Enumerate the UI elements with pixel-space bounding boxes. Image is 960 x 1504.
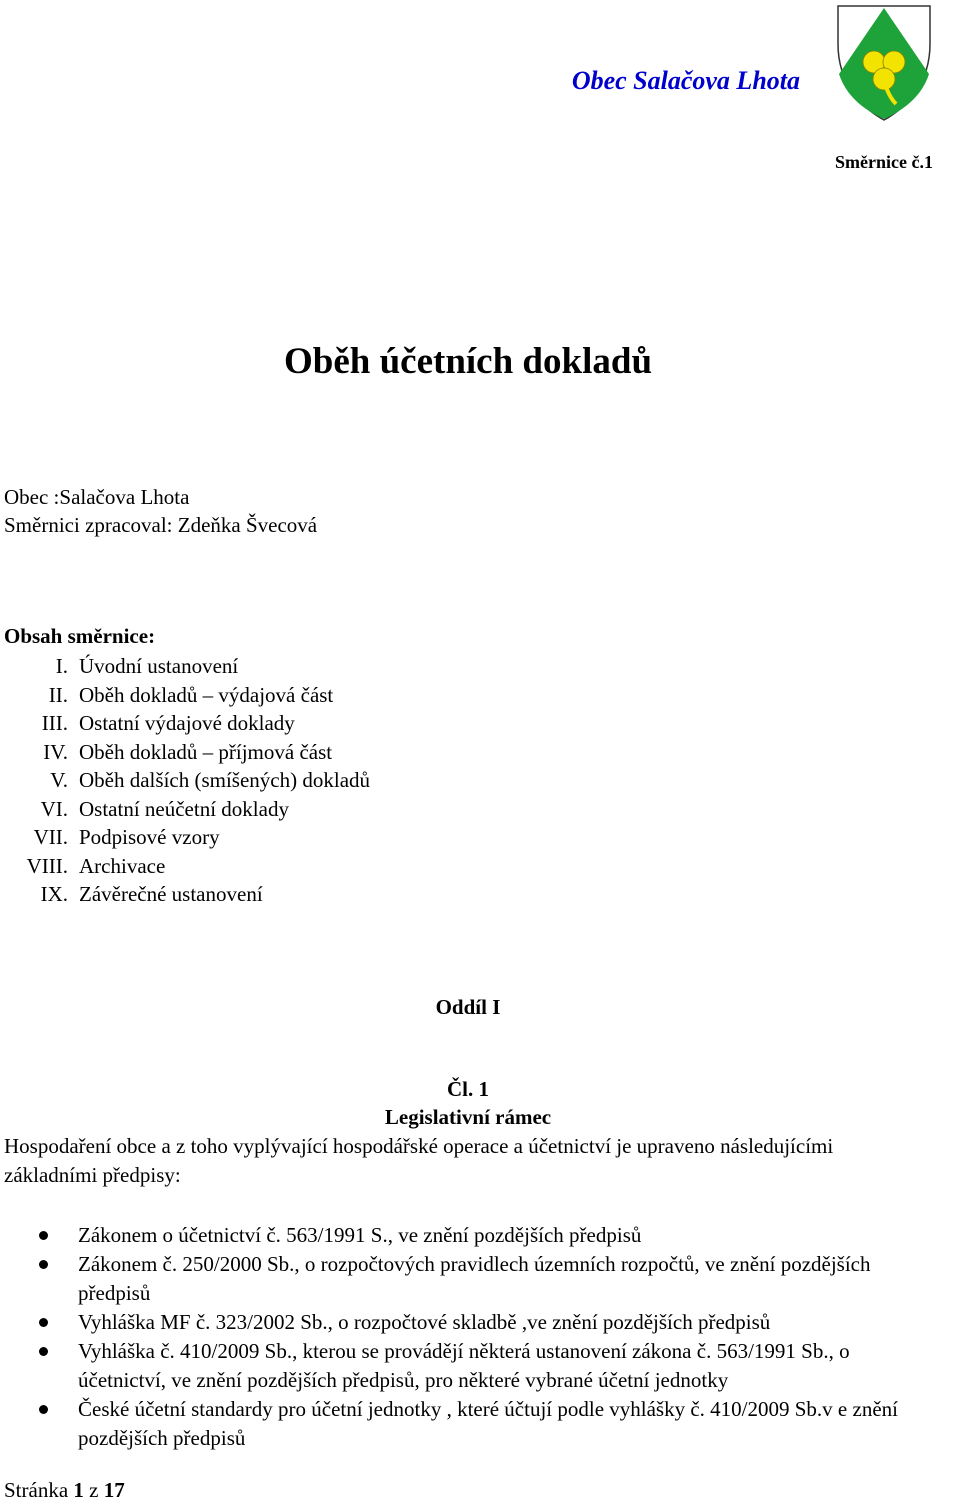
article-number: Čl. 1 <box>447 1077 489 1101</box>
toc-item-number: IX. <box>40 882 68 906</box>
toc-item-number: V. <box>50 768 68 792</box>
toc-item-number: VIII. <box>26 853 68 878</box>
toc-item-number: VI. <box>40 796 68 821</box>
page-total: 17 <box>103 1478 125 1502</box>
list-item-text: Zákonem č. 250/2000 Sb., o rozpočtových pravidlech územních rozpočtů, ve znění pozdějších předpisů <box>78 1252 871 1305</box>
bullet-icon <box>39 1318 48 1327</box>
list-item-text: Vyhláška MF č. 323/2002 Sb., o rozpočtové skladbě ,ve znění pozdějších předpisů <box>78 1310 771 1334</box>
bullet-icon <box>39 1231 48 1240</box>
toc-item-number: IV. <box>43 739 68 764</box>
municipality-title: Obec Salačova Lhota <box>571 66 800 95</box>
list-item <box>0 1337 930 1395</box>
bullet-icon <box>39 1260 48 1269</box>
toc-item-label: Ostatní výdajové doklady <box>79 711 295 735</box>
list-item <box>0 1221 930 1250</box>
toc-item-label: Ostatní neúčetní doklady <box>79 796 289 821</box>
page-label: Stránka <box>4 1478 69 1502</box>
list-item <box>0 1308 930 1337</box>
document-title: Oběh účetních dokladů <box>283 341 653 382</box>
coat-of-arms-clover-icon <box>836 4 932 122</box>
author-line: Směrnici zpracoval: Zdeňka Švecová <box>4 513 318 537</box>
section-heading: Oddíl I <box>435 995 501 1019</box>
municipality-line: Obec :Salačova Lhota <box>4 485 190 509</box>
list-item-text: České účetní standardy pro účetní jednotky , které účtují podle vyhlášky č. 410/2009 Sb.v e znění pozdějších předpisů <box>78 1397 898 1450</box>
article-title: Legislativní rámec <box>384 1105 552 1129</box>
regulations-list <box>0 1221 930 1453</box>
bullet-icon <box>39 1347 48 1356</box>
toc-item-label: Závěrečné ustanovení <box>79 882 263 906</box>
toc-item-label: Archivace <box>79 853 166 878</box>
list-item <box>0 1395 930 1453</box>
toc-heading: Obsah směrnice: <box>4 624 156 648</box>
list-item-text: Zákonem o účetnictví č. 563/1991 S., ve znění pozdějších předpisů <box>78 1223 642 1247</box>
page-of: z <box>89 1478 99 1502</box>
toc-item-label: Oběh dokladů – výdajová část <box>79 682 334 707</box>
list-item-text: Vyhláška č. 410/2009 Sb., kterou se provádějí některá ustanovení zákona č. 563/1991 Sb., o účetnictví, ve znění pozdějších předpisů, pro některé vybrané účetní jednotky <box>78 1339 850 1392</box>
toc-item-label: Podpisové vzory <box>79 825 220 849</box>
list-item <box>0 1250 930 1308</box>
toc-item-label: Úvodní ustanovení <box>79 654 239 678</box>
toc-item-number: II. <box>48 682 68 707</box>
bullet-icon <box>39 1405 48 1414</box>
toc-item-label: Oběh dokladů – příjmová část <box>79 739 333 764</box>
toc-item-number: III. <box>41 711 68 735</box>
directive-number: Směrnice č.1 <box>835 152 933 172</box>
page-footer <box>4 1476 125 1504</box>
page-current: 1 <box>73 1478 84 1502</box>
toc-item-number: VII. <box>33 825 68 849</box>
toc-item-number: I. <box>55 654 68 678</box>
intro-paragraph: Hospodaření obce a z toho vyplývající hospodářské operace a účetnictví je upraveno následujícími základními předpisy: <box>4 1134 834 1187</box>
toc-item-label: Oběh dalších (smíšených) dokladů <box>79 768 371 792</box>
